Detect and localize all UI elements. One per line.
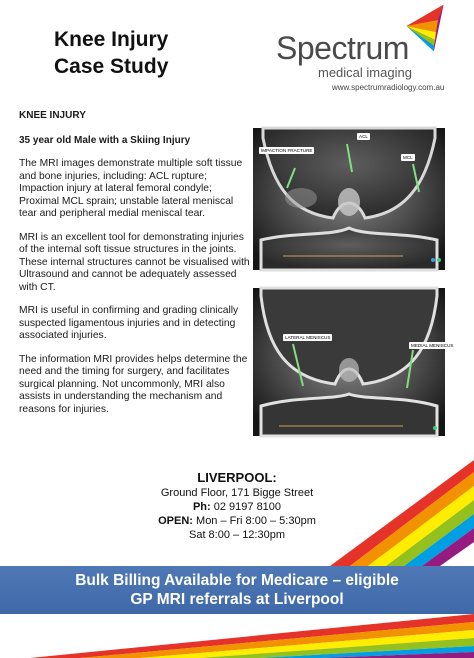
paragraph-mri-tool: MRI is an excellent tool for demonstrating injuries of the internal soft tissue structures in the joints. These internal structures cannot be visualised with Ultrasound and cannot be adequately assessed with CT. [19, 231, 250, 293]
website-url: www.spectrumradiology.com.au [332, 83, 445, 92]
logo-subtitle: medical imaging [318, 65, 412, 80]
section-heading: KNEE INJURY [19, 110, 86, 121]
label-medial-meniscus: MEDIAL MENISCUS [411, 343, 454, 348]
label-impaction-fracture: IMPACTION FRACTURE [261, 148, 313, 153]
opening-hours-saturday: Sat 8:00 – 12:30pm [188, 529, 285, 541]
banner-line-1: Bulk Billing Available for Medicare – eligible [75, 572, 399, 589]
open-label: OPEN: [158, 515, 193, 527]
phone-line [0, 500, 474, 514]
bulk-billing-banner [0, 566, 474, 614]
label-mcl: MCL [403, 155, 413, 160]
label-lateral-meniscus: LATERAL MENISCUS [285, 335, 331, 340]
location-name: LIVERPOOL: [197, 470, 277, 485]
patient-subheading: 35 year old Male with a Skiing Injury [19, 134, 191, 146]
logo-brand: Spectrum [276, 30, 409, 66]
banner-line-2: GP MRI referrals at Liverpool [130, 591, 344, 608]
title-line-1: Knee Injury [54, 28, 169, 51]
paragraph-findings: The MRI images demonstrate multiple soft tissue and bone injuries, including: ACL rupture; Impaction injury at lateral femoral condyle; Proximal MCL sprain; unstable lateral meniscal tear and peripheral medial meniscal tear. [19, 158, 243, 219]
hours-weekday: Mon – Fri 8:00 – 5:30pm [196, 515, 316, 527]
phone-label: Ph: [192, 501, 211, 513]
address: Ground Floor, 171 Bigge Street [160, 487, 314, 499]
opening-hours-weekday [0, 514, 474, 528]
title-line-2: Case Study [54, 55, 169, 78]
paragraph-surgery: The information MRI provides helps determine the need and the timing for surgery, and facilitates surgical planning. Not uncommonly, MRI also assists in understanding the mechanism and reasons for injuries. [19, 353, 248, 415]
contact-details [0, 470, 474, 542]
phone-number: 02 9197 8100 [213, 501, 282, 513]
label-acl: ACL [359, 134, 368, 139]
paragraph-grading: MRI is useful in confirming and grading clinically suspected ligamentous injuries and in detecting associated injuries. [19, 305, 239, 341]
